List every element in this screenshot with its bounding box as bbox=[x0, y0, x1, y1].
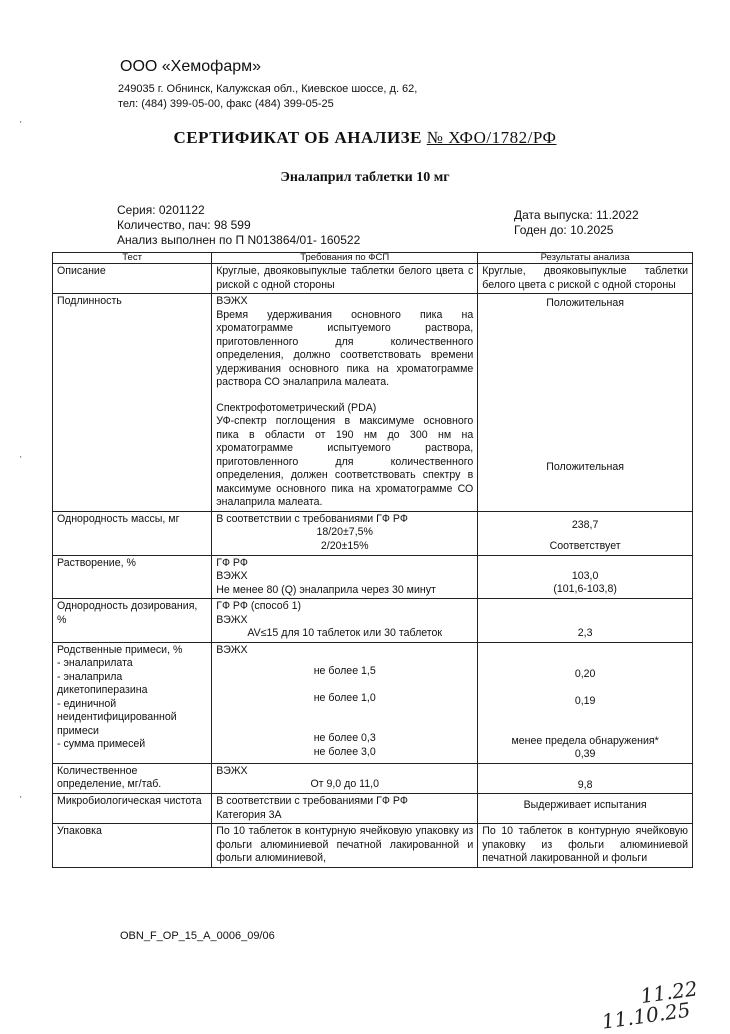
result bbox=[478, 555, 693, 599]
product-name: Эналаприл таблетки 10 мг bbox=[280, 170, 450, 185]
expiry-date: Годен до: 10.2025 bbox=[514, 223, 614, 237]
result-value: Выдерживает испытания bbox=[523, 799, 647, 811]
table-row bbox=[53, 294, 693, 512]
test-name: Микробиологическая чистота bbox=[53, 794, 212, 824]
quantity: Количество, пач: 98 599 bbox=[117, 218, 251, 232]
table-row bbox=[53, 824, 693, 868]
method-text: Время удерживания основного пика на хроматограмме испытуемого раствора, приготовленного для количественного определения, должно соответствовать времени удерживания основного пика на хроматограмме раствора СО эналаприла малеата. bbox=[216, 308, 474, 388]
requirement-line: В соответствии с требованиями ГФ РФ bbox=[216, 795, 408, 807]
method-text: УФ-спектр поглощения в максимуме основного пика в области от 190 нм до 300 нм на хроматограмме испытуемого раствора, приготовленного для количественного определения, должен соответствовать спектру в максимуме основного пика на хроматограмме СО эналаприла малеата. bbox=[216, 415, 474, 508]
result-value: Положительная bbox=[546, 460, 625, 473]
result-value: 238,7 bbox=[571, 518, 599, 531]
result-value: Положительная bbox=[546, 297, 625, 309]
method-name: Спектрофотометрический (PDA) bbox=[216, 401, 377, 414]
handwritten-line: 11.22 bbox=[639, 976, 700, 1009]
requirement-line: 2/20±15% bbox=[320, 539, 369, 552]
result: По 10 таблеток в контурную ячейковую упаковку из фольги алюминиевой печатной лакированной и фольги bbox=[478, 824, 693, 868]
result-value: менее предела обнаружения* bbox=[511, 734, 659, 747]
test-name: Упаковка bbox=[53, 824, 212, 868]
company-address bbox=[118, 82, 417, 112]
requirement bbox=[212, 763, 478, 794]
result bbox=[478, 511, 693, 555]
test-name: Описание bbox=[53, 264, 212, 294]
impurity-name: - сумма примесей bbox=[57, 738, 146, 750]
test-name: Подлинность bbox=[53, 294, 212, 512]
test-name-line: Родственные примеси, % bbox=[57, 643, 183, 656]
table-row bbox=[53, 555, 693, 599]
requirement: По 10 таблеток в контурную ячейковую упаковку из фольги алюминиевой печатной лакированной и фольги алюминиевой, bbox=[212, 824, 478, 868]
phones-line: тел: (484) 399-05-00, факс (484) 399-05-25 bbox=[118, 98, 334, 110]
address-line: 249035 г. Обнинск, Калужская обл., Киевское шоссе, д. 62, bbox=[118, 83, 418, 95]
impurity-name: - эналаприла дикетопиперазина bbox=[57, 670, 148, 696]
requirement-line: ГФ РФ (способ 1) bbox=[216, 600, 302, 612]
header-requirements: Требования по ФСП bbox=[212, 253, 478, 264]
requirement-line: 18/20±7,5% bbox=[316, 526, 373, 538]
form-code: OBN_F_OP_15_A_0006_09/06 bbox=[120, 930, 275, 942]
impurity-limit: не более 3,0 bbox=[313, 745, 376, 758]
impurity-name: - единичной неидентифицированной примеси bbox=[57, 697, 177, 737]
impurity-limit: не более 0,3 bbox=[313, 732, 376, 744]
result-value: 9,8 bbox=[577, 778, 593, 791]
requirement-line: От 9,0 до 11,0 bbox=[310, 778, 379, 790]
handwritten-line: 11.10.25 bbox=[600, 997, 692, 1034]
batch-info bbox=[117, 203, 360, 248]
result bbox=[478, 763, 693, 794]
result-value: 2,3 bbox=[577, 627, 593, 639]
requirement bbox=[212, 794, 478, 824]
requirement bbox=[212, 599, 478, 643]
requirement-line: Категория 3А bbox=[216, 808, 282, 821]
requirement bbox=[212, 511, 478, 555]
dates-info bbox=[514, 208, 639, 238]
margin-mark: ' bbox=[20, 795, 22, 804]
requirement bbox=[212, 642, 478, 763]
company-name: ООО «Хемофарм» bbox=[120, 58, 262, 75]
header-results: Результаты анализа bbox=[478, 253, 693, 264]
method-name: ВЭЖХ bbox=[216, 643, 248, 656]
requirement-line: В соответствии с требованиями ГФ РФ bbox=[216, 512, 408, 525]
result bbox=[478, 294, 693, 512]
requirement-line: ВЭЖХ bbox=[216, 613, 248, 626]
test-name: Количественное определение, мг/таб. bbox=[53, 763, 212, 794]
table-row bbox=[53, 642, 693, 763]
requirement-line: Не менее 80 (Q) эналаприла через 30 минут bbox=[216, 583, 436, 596]
certificate-title-text: СЕРТИФИКАТ ОБ АНАЛИЗЕ bbox=[173, 128, 422, 147]
impurity-limit: не более 1,5 bbox=[313, 665, 376, 677]
result bbox=[478, 642, 693, 763]
method-name: ВЭЖХ bbox=[216, 295, 248, 307]
impurity-name: - эналаприлата bbox=[57, 657, 133, 669]
requirement-line: ВЭЖХ bbox=[216, 764, 248, 777]
result-value: (101,6-103,8) bbox=[553, 583, 617, 595]
test-name bbox=[53, 642, 212, 763]
test-name: Однородность массы, мг bbox=[53, 511, 212, 555]
result-value: Соответствует bbox=[549, 540, 621, 552]
table-row bbox=[53, 763, 693, 794]
table-row bbox=[53, 794, 693, 824]
requirement-line: AV≤15 для 10 таблеток или 30 таблеток bbox=[247, 627, 443, 639]
result-value: 0,20 bbox=[574, 667, 596, 680]
result: Круглые, двояковыпуклые таблетки белого цвета с риской с одной стороны bbox=[478, 264, 693, 294]
test-name: Растворение, % bbox=[53, 555, 212, 599]
margin-mark: ' bbox=[20, 455, 22, 464]
requirement bbox=[212, 294, 478, 512]
requirement: Круглые, двояковыпуклые таблетки белого цвета с риской с одной стороны bbox=[212, 264, 478, 294]
table-header-row bbox=[53, 253, 693, 264]
series: Серия: 0201122 bbox=[117, 203, 205, 217]
test-name: Однородность дозирования, % bbox=[53, 599, 212, 643]
impurity-limit: не более 1,0 bbox=[313, 691, 376, 704]
result bbox=[478, 599, 693, 643]
certificate-title bbox=[0, 128, 730, 148]
margin-mark: ' bbox=[20, 120, 22, 129]
table-row bbox=[53, 511, 693, 555]
requirement-line: ВЭЖХ bbox=[216, 570, 248, 582]
analysis-basis: Анализ выполнен по П N013864/01- 160522 bbox=[117, 233, 361, 247]
result bbox=[478, 794, 693, 824]
requirement bbox=[212, 555, 478, 599]
table-row bbox=[53, 264, 693, 294]
table-row bbox=[53, 599, 693, 643]
result-value: 0,19 bbox=[574, 695, 596, 707]
result-value: 103,0 bbox=[571, 569, 599, 582]
certificate-number: № ХФО/1782/РФ bbox=[426, 128, 557, 147]
release-date: Дата выпуска: 11.2022 bbox=[514, 208, 639, 222]
analysis-table bbox=[52, 252, 693, 868]
result-value: 0,39 bbox=[574, 748, 596, 760]
header-test: Тест bbox=[53, 253, 212, 264]
requirement-line: ГФ РФ bbox=[216, 556, 248, 569]
